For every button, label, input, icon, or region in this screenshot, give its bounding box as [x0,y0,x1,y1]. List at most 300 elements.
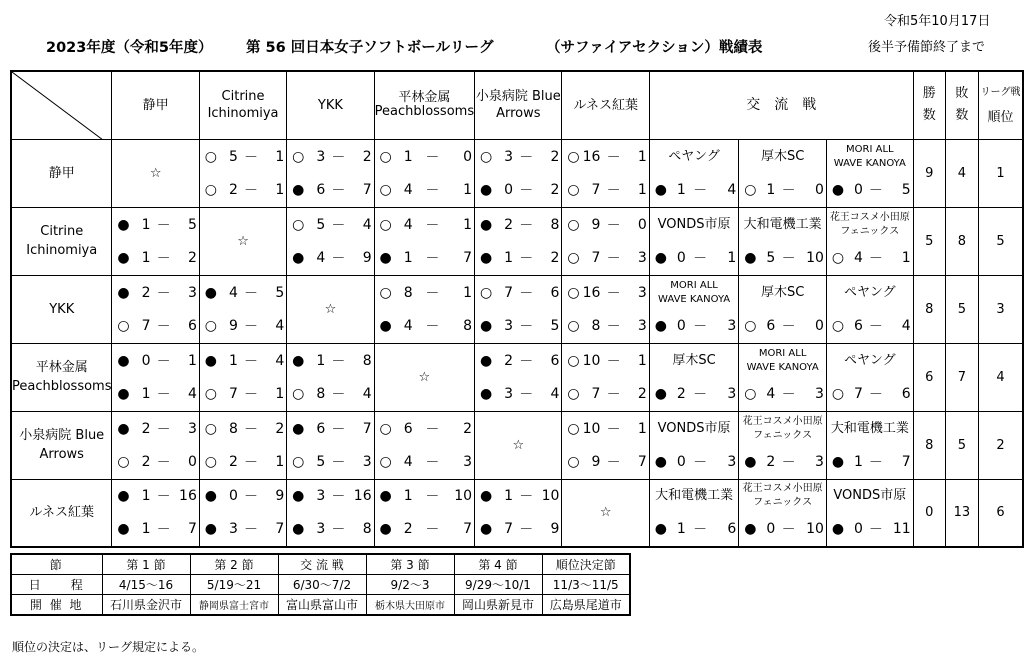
wins-count: 9 [913,139,945,207]
win-mark-icon: ○ [567,284,580,301]
score-against: 3 [637,249,647,266]
game-result [200,480,286,512]
league-rank: 4 [978,343,1023,411]
opponent-name: VONDS市原 [657,420,731,436]
game-result [739,241,826,274]
score-dash: － [693,182,708,199]
schedule-name: 交 流 戦 [278,554,366,575]
game-result [827,445,913,478]
interleague-cell [649,139,738,207]
score-for: 8 [228,420,238,437]
score-dash: － [425,149,440,166]
team-row [11,139,1023,207]
wins-count: 6 [913,343,945,411]
score-dash: － [606,182,621,199]
score-against: 4 [187,385,197,402]
rank-header-label2: 順位 [987,110,1014,126]
game-result [112,513,198,545]
win-mark-icon: ○ [204,317,217,334]
loss-mark-icon: ● [292,420,305,437]
score-for: 1 [228,352,238,369]
score-against: 3 [727,385,737,402]
score-against: 6 [550,284,560,301]
loss-mark-icon: ● [479,352,493,369]
win-mark-icon: ○ [204,453,217,470]
score-dash: － [331,353,346,370]
game-result [827,173,913,206]
score-dash: － [606,217,621,234]
score-against: 0 [187,453,197,470]
score-against: 3 [637,317,647,334]
column-header-interleague: 交 流 戦 [649,71,913,139]
result-pair [475,480,561,546]
interleague-cell [739,275,827,343]
score-dash: － [519,250,534,267]
score-against: 2 [463,420,473,437]
diagonal-line [12,72,103,140]
game-result [287,480,373,512]
opponent-name: 厚木SC [760,148,805,164]
score-against: 1 [901,249,911,266]
opponent-name: 大和電機工業 [655,488,734,504]
corner-cell [11,71,112,139]
league-rank: 5 [978,207,1023,275]
score-dash: － [519,522,534,539]
win-mark-icon: ○ [744,181,757,198]
game-result [112,277,198,309]
score-dash: － [606,149,621,166]
score-against: 9 [550,521,560,538]
win-mark-icon: ○ [567,420,580,437]
result-pair [112,208,198,274]
win-mark-icon: ○ [479,284,493,301]
score-against: 4 [362,216,372,233]
game-result [112,209,198,241]
schedule-row-label: 節 [11,554,102,575]
score-for: 5 [766,249,776,266]
score-dash: － [244,182,259,199]
wins-count: 8 [913,275,945,343]
score-for: 2 [141,453,151,470]
loss-mark-icon: ● [379,521,392,538]
game-result [112,446,198,478]
result-cell [475,479,562,547]
score-against: 4 [550,385,560,402]
score-against: 9 [275,488,285,505]
loss-mark-icon: ● [744,521,757,538]
game-result [375,277,474,309]
result-cell [562,411,649,479]
losses-count: 5 [945,275,978,343]
score-dash: － [868,250,883,267]
team-name: 平林金属 Peachblossoms [11,343,112,411]
loss-mark-icon: ● [479,249,493,266]
score-against: 1 [637,181,647,198]
result-pair [375,208,474,274]
score-against: 1 [275,148,285,165]
score-for: 3 [316,148,326,165]
score-against: 10 [806,249,824,266]
result-cell [475,139,562,207]
score-for: 3 [316,521,326,538]
game-result [827,513,913,546]
score-for: 4 [403,181,413,198]
schedule-date: 6/30～7/2 [278,575,366,595]
interleague-game [739,480,826,546]
result-pair [562,344,648,410]
score-against: 4 [362,385,372,402]
score-dash: － [693,318,708,335]
win-mark-icon: ○ [204,420,217,437]
game-result [827,309,913,342]
loss-mark-icon: ● [831,521,845,538]
score-against: 4 [275,352,285,369]
score-dash: － [868,386,883,403]
game-result [562,310,648,342]
score-for: 3 [316,488,326,505]
score-dash: － [425,250,440,267]
score-dash: － [244,421,259,438]
score-against: 0 [815,317,824,334]
schedule-row-label: 日 程 [11,575,102,595]
score-for: 1 [504,249,514,266]
result-pair [475,344,561,410]
score-dash: － [244,522,259,539]
score-for: 5 [316,216,326,233]
score-for: 6 [854,317,863,334]
interleague-game [650,344,738,410]
score-for: 2 [228,453,238,470]
schedule-row [11,595,630,616]
score-for: 0 [141,352,151,369]
interleague-cell [739,343,827,411]
result-pair [112,480,198,546]
game-result [287,446,373,478]
score-dash: － [425,489,440,506]
score-against: 1 [637,148,647,165]
game-result [475,209,561,241]
score-dash: － [156,522,171,539]
game-result [650,173,738,206]
score-for: 7 [228,385,238,402]
score-for: 3 [504,317,514,334]
loss-mark-icon: ● [117,488,130,505]
loss-mark-icon: ● [117,216,130,233]
win-mark-icon: ○ [204,385,217,402]
team-row [11,275,1023,343]
opponent-name: MORI ALL WAVE KANOYA [833,143,906,169]
losses-count: 5 [945,411,978,479]
score-dash: － [868,522,883,539]
score-dash: － [693,250,708,267]
score-for: 0 [676,249,686,266]
score-for: 16 [582,148,601,165]
result-cell [374,207,474,275]
loss-mark-icon: ● [117,249,130,266]
score-against: 16 [353,488,372,505]
schedule-name: 第 4 節 [454,554,542,575]
result-cell [112,479,199,547]
score-dash: － [519,149,534,166]
win-mark-icon: ○ [292,385,305,402]
report-note: 後半予備節終了まで [868,40,986,55]
wins-count: 8 [913,411,945,479]
score-for: 6 [316,420,326,437]
score-against: 3 [187,420,197,437]
result-pair [475,276,561,342]
score-dash: － [519,217,534,234]
loss-mark-icon: ● [292,521,305,538]
interleague-cell [649,411,738,479]
self-cell [199,207,286,275]
score-dash: － [244,353,259,370]
result-pair [112,276,198,342]
score-for: 7 [504,521,514,538]
game-result [475,513,561,545]
score-for: 8 [591,317,601,334]
opponent-name: VONDS市原 [833,488,907,504]
schedule-row-label: 開 催 地 [11,595,102,616]
game-result [375,413,474,445]
score-dash: － [519,182,534,199]
team-row [11,343,1023,411]
score-dash: － [331,250,346,267]
game-result [112,480,198,512]
game-result [287,141,373,173]
game-result [375,480,474,512]
result-cell [199,411,286,479]
score-against: 7 [463,249,473,266]
score-against: 1 [275,385,285,402]
score-dash: － [156,285,171,302]
score-dash: － [331,386,346,403]
game-result [200,174,286,206]
win-mark-icon: ○ [117,317,130,334]
team-name: Citrine Ichinomiya [11,207,112,275]
score-for: 7 [504,284,514,301]
win-mark-icon: ○ [292,453,305,470]
game-result [650,309,738,342]
score-dash: － [606,353,621,370]
win-mark-icon: ○ [567,385,580,402]
result-cell [199,479,286,547]
score-against: 7 [637,453,647,470]
loss-mark-icon: ● [117,352,130,369]
game-result [475,277,561,309]
column-header-rank [978,71,1023,139]
score-against: 3 [815,385,824,402]
self-cell [287,275,374,343]
score-dash: － [156,353,171,370]
score-dash: － [156,489,171,506]
win-mark-icon: ○ [567,148,580,165]
score-for: 0 [504,181,514,198]
column-header-team: 平林金属 Peachblossoms [374,71,474,139]
interleague-game [650,480,738,546]
game-result [562,277,648,309]
game-result [200,378,286,410]
score-for: 4 [403,453,413,470]
score-against: 7 [275,521,285,538]
loss-mark-icon: ● [204,488,217,505]
score-dash: － [693,522,708,539]
score-against: 1 [727,249,737,266]
score-against: 3 [187,284,197,301]
game-result [200,413,286,445]
interleague-game [650,276,738,342]
game-result [475,310,561,342]
score-for: 4 [316,249,326,266]
score-against: 6 [550,352,560,369]
loss-mark-icon: ● [379,488,392,505]
result-cell [562,207,649,275]
score-for: 0 [676,317,686,334]
game-result [562,209,648,241]
score-dash: － [781,318,796,335]
score-dash: － [519,353,534,370]
interleague-cell [649,479,738,547]
game-result [650,513,738,546]
score-dash: － [244,149,259,166]
score-for: 1 [141,488,151,505]
score-dash: － [331,489,346,506]
score-against: 9 [362,249,372,266]
opponent-name: MORI ALL WAVE KANOYA [746,347,819,373]
result-cell [287,207,374,275]
loss-mark-icon: ● [292,249,305,266]
score-dash: － [244,454,259,471]
score-dash: － [156,454,171,471]
result-pair [112,344,198,410]
win-mark-icon: ○ [567,352,580,369]
score-dash: － [781,386,796,403]
game-result [375,310,474,342]
result-cell [374,411,474,479]
opponent-name: ペヤング [668,148,720,164]
score-dash: － [781,522,796,539]
score-for: 5 [228,148,238,165]
score-against: 7 [901,453,911,470]
win-mark-icon: ○ [831,385,845,402]
schedule-place: 広島県尾道市 [542,595,630,616]
star-icon: ☆ [237,233,249,249]
interleague-game [827,208,913,274]
result-pair [475,140,561,206]
team-row [11,479,1023,547]
score-dash: － [519,318,534,335]
interleague-game [650,412,738,478]
game-result [562,345,648,377]
self-cell [112,139,199,207]
loss-mark-icon: ● [117,284,130,301]
result-cell [475,275,562,343]
schedule-place: 栃木県大田原市 [366,595,454,616]
loss-mark-icon: ● [479,385,493,402]
score-dash: － [519,386,534,403]
schedule-place: 石川県金沢市 [102,595,190,616]
win-mark-icon: ○ [379,181,392,198]
game-result [562,174,648,206]
score-against: 7 [463,521,473,538]
game-result [475,242,561,274]
game-result [650,241,738,274]
score-dash: － [244,285,259,302]
loss-mark-icon: ● [379,317,392,334]
score-dash: － [868,182,883,199]
score-dash: － [331,421,346,438]
score-against: 2 [550,181,560,198]
score-dash: － [693,454,708,471]
result-pair [562,208,648,274]
score-for: 8 [403,284,413,301]
score-for: 5 [316,453,326,470]
self-cell [374,343,474,411]
score-against: 16 [179,488,197,505]
team-row [11,411,1023,479]
schedule-name: 第 2 節 [190,554,278,575]
game-result [287,513,373,545]
score-for: 1 [141,249,151,266]
star-icon: ☆ [599,505,612,521]
interleague-game [739,344,826,410]
score-against: 5 [550,317,560,334]
schedule-row [11,575,630,595]
result-cell [112,275,199,343]
score-for: 1 [676,521,686,538]
score-against: 3 [463,453,473,470]
score-for: 4 [403,216,413,233]
game-result [827,377,913,410]
score-against: 8 [463,317,473,334]
score-for: 16 [582,284,601,301]
score-dash: － [425,285,440,302]
game-result [475,378,561,410]
score-against: 3 [727,453,737,470]
result-pair [375,480,474,546]
opponent-name: 厚木SC [672,352,716,368]
schedule-place: 静岡県富士宮市 [190,595,278,616]
game-result [200,345,286,377]
footnote: 順位の決定は、リーグ規定による。 [12,640,205,654]
win-mark-icon: ○ [379,216,392,233]
score-dash: － [606,386,621,403]
score-against: 3 [727,317,737,334]
score-dash: － [606,454,621,471]
score-against: 5 [901,181,911,198]
wins-count: 5 [913,207,945,275]
opponent-name: 厚木SC [760,284,805,300]
result-cell [475,343,562,411]
game-result [112,413,198,445]
score-against: 3 [637,284,647,301]
team-name: ルネス紅葉 [11,479,112,547]
game-result [375,242,474,274]
star-icon: ☆ [324,301,337,317]
game-result [287,242,373,274]
interleague-cell [739,139,827,207]
score-against: 6 [901,385,911,402]
losses-count: 4 [945,139,978,207]
schedule-place: 富山県富山市 [278,595,366,616]
interleague-game [650,208,738,274]
game-result [475,345,561,377]
loss-mark-icon: ● [654,249,667,266]
loss-mark-icon: ● [379,249,392,266]
game-result [200,446,286,478]
result-cell [112,343,199,411]
loss-mark-icon: ● [204,521,217,538]
win-mark-icon: ○ [117,453,130,470]
